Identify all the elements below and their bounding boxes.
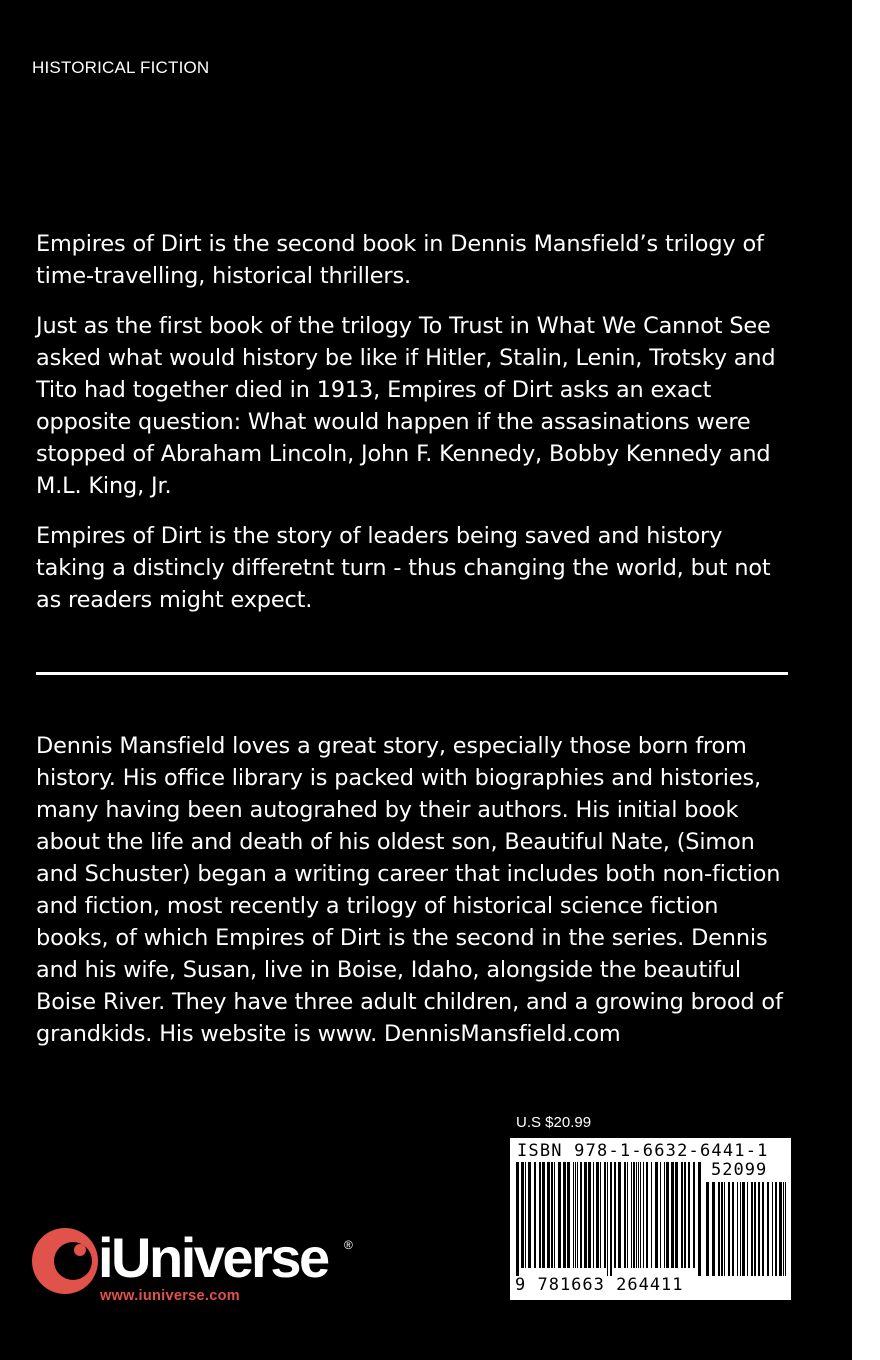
ean-barcode-bars — [516, 1162, 702, 1276]
barcode — [510, 1138, 791, 1300]
ean-number-text: 9 781663 264411 — [515, 1275, 684, 1295]
isbn-text: ISBN 978-1-6632-6441-1 — [517, 1141, 769, 1161]
price-barcode-bars — [706, 1182, 786, 1276]
registered-mark: ® — [344, 1238, 353, 1252]
blurb-paragraph-1: Empires of Dirt is the second book in Dennis Mansfield’s trilogy of time-travelling, historical thrillers. — [36, 231, 764, 289]
price-code-text: 52099 — [711, 1160, 768, 1180]
author-bio-text: Dennis Mansfield loves a great story, especially those born from history. His office library is packed with biographies and histories, many having been autograhed by their authors. His initial book about the life and death of his oldest son, Beautiful Nate, (Simon and Schuster) began a writing career that includes both non-fiction and fiction, most recently a trilogy of historical science fiction books, of which Empires of Dirt is the second in the series. Dennis and his wife, Susan, live in Boise, Idaho, alongside the beautiful Boise River. They have three adult children, and a growing brood of grandkids. His website is www. DennisMansfield.com — [36, 733, 783, 1047]
blurb-paragraph-2: Just as the first book of the trilogy To Trust in What We Cannot See asked what would history be like if Hitler, Stalin, Lenin, Trotsky and Tito had together died in 1913, Empires of Dirt asks an exact opposite question: What would happen if the assasinations were stopped of Abraham Lincoln, John F. Kennedy, Bobby Kennedy and M.L. King, Jr. — [36, 313, 776, 499]
publisher-logo — [30, 1226, 360, 1308]
blurb-paragraph-3: Empires of Dirt is the story of leaders being saved and history taking a distincly differetnt turn - thus changing the world, but not as readers might expect. — [36, 523, 771, 613]
publisher-swoosh-icon — [30, 1226, 100, 1296]
publisher-url: www.iuniverse.com — [100, 1288, 240, 1304]
author-bio — [36, 730, 792, 1050]
price-label: U.S $20.99 — [516, 1114, 592, 1131]
book-blurb — [36, 228, 792, 634]
section-divider — [36, 672, 788, 675]
genre-label: HISTORICAL FICTION — [32, 58, 210, 77]
publisher-name: iUniverse — [98, 1226, 328, 1289]
